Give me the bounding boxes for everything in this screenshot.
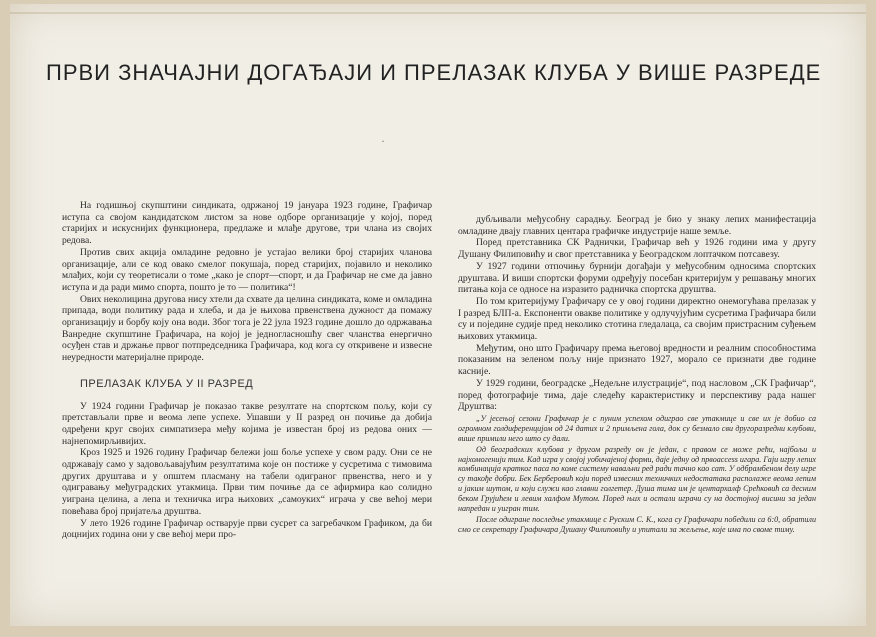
quote-paragraph: Од београдских клубова у другом разреду он је један, с правом се може рећи, најбољи и најхомогенији тим. Кад игра у својој уобичајеној форми, даје једну од првоaccess игара. Гаји игру лепих комбинација кратког паса по коме систему наваљни ред ради тачно као сат. У одбрамбеном делу игре су такође добри. Бек Берберовић који поред извесних техничких недостатака располаже веома лепим и јаким шутом, и који служи као главни голгетер. Душа тима им је центархалф Срећковић са десним беком Грујићем и левим халфом Мутом. Поред њих и остали играчи су на достојној висини за један напредан и уигран тим. [458, 444, 816, 514]
left-column [62, 200, 432, 541]
paragraph: На годишњој скупштини синдиката, одржаној 19 јануара 1923 године, Графичар иступа са својом кандидатском листом за нове одборе организације у којој, поред старијих и искуснијих функционера, предлаже и млађе другове, три члана из својих редова. [62, 200, 432, 247]
paragraph: Против свих акција омладине редовно је устајао велики број старијих чланова организације, али се код овако смелог покушаја, поред старијих, појавило и неколико млађих, који су теоретисали о томе „како је спорт—спорт, и да Графичар не сме да јавно иступа и да ради мимо спорта, пошто је то — политика“! [62, 246, 432, 293]
paragraph: У 1929 години, београдске „Недељне илустрације“, под насловом „СК Графичар“, поред фотографије тима, даје следећу карактеристику и перспективу рада нашег Друштва: [458, 377, 816, 413]
paragraph: Ових неколицина другова нису хтели да схвате да целина синдиката, коме и омладина припада, води политику рада и хлеба, и да је њихова првенствена дужност да помажу организацију и борбу коју она води. Због тога је 22 јула 1923 године дошло до одржавања Ванредне скупштине Графичара, на којој је једногласношћу свег чланства енергично осуђен став и држање првог потпредседника Графичара, код кога су откривене и извесне неуредности материјалне природе. [62, 293, 432, 364]
document-page [10, 4, 866, 626]
paragraph: У лето 1926 године Графичар остварује први сусрет са загребачком Графиком, да би доцнијих година они у све већој мери про- [62, 517, 432, 541]
quote-paragraph: „У јесењој сезони Графичар је с пуним успехом одиграо све утакмице и све их је добио са огромном голдиференцијом од 24 датих и 2 примљена гола, док су безмало сви другоразредни клубови, више примили него што су дали. [458, 413, 816, 443]
paragraph: Кроз 1925 и 1926 годину Графичар бележи још боље успехе у свом раду. Они се не одржавају само у задовољавајућим резултатима које он постиже у сусретима с тимовима других друштава и у општем пласману на табели одиграног првенства, него и у одигравању међуградских утакмица. Први тим почиње да се афирмира као солидно уиграна целина, а лепа и техничка игра њихових „самоуких“ играча у све већој мери повећава број пријатеља друштва. [62, 447, 432, 517]
page-mark: · [381, 134, 385, 148]
section-subheading: ПРЕЛАЗАК КЛУБА У II РАЗРЕД [80, 377, 254, 390]
paragraph: У 1924 години Графичар је показао такве резултате на спортском пољу, који су претстављали прве и веома лепе успехе. Ушавши у II разред он почиње да добија одређени круг својих симпатизера међу којима је известан број из редова оних — најнепомирљивијих. [62, 400, 432, 447]
paragraph: дубљивали међусобну сарадњу. Београд је био у знаку лепих манифестација омладине двају главних центара графичке индустрије наше земље. [458, 214, 816, 237]
paragraph: Међутим, оно што Графичару према његовој вредности и реалним способностима показаним на зеленом пољу није признато 1927, морало се признати две године касније. [458, 342, 816, 378]
page-title: ПРВИ ЗНАЧАЈНИ ДОГАЂАЈИ И ПРЕЛАЗАК КЛУБА У ВИШЕ РАЗРЕДЕ [46, 60, 822, 85]
right-column [458, 214, 816, 535]
quote-paragraph: После одигране последње утакмице с Руским С. К., кога су Графичари победили са 6:0, обратили смо се секретару Графичара Душану Филиповићу и упитали за жељење, које има по своме тиму. [458, 515, 816, 534]
paragraph: У 1927 години отпочињу бурнији догађаји у међусобним односима спортских друштава. И виши спортски форуми одређују посебан критеријум у решавању многих питања која се односе на изразито радничка спортска друштва. [458, 260, 816, 296]
paragraph: По том критеријуму Графичару се у овој години директно онемогућава прелазак у I разред БЛП-а. Експоненти овакве политике у одлучујућим сусретима Графичара били су и поједине судије пред неколико стотина гледалаца, са својим пристрасним суђењем њихових утакмица. [458, 295, 816, 343]
page-crease [10, 12, 866, 14]
paragraph: Поред претставника СК Раднички, Графичар већ у 1926 години има у другу Душану Филиповићу и свог претставника у Београдском лоптачком потсавезу. [458, 237, 816, 261]
